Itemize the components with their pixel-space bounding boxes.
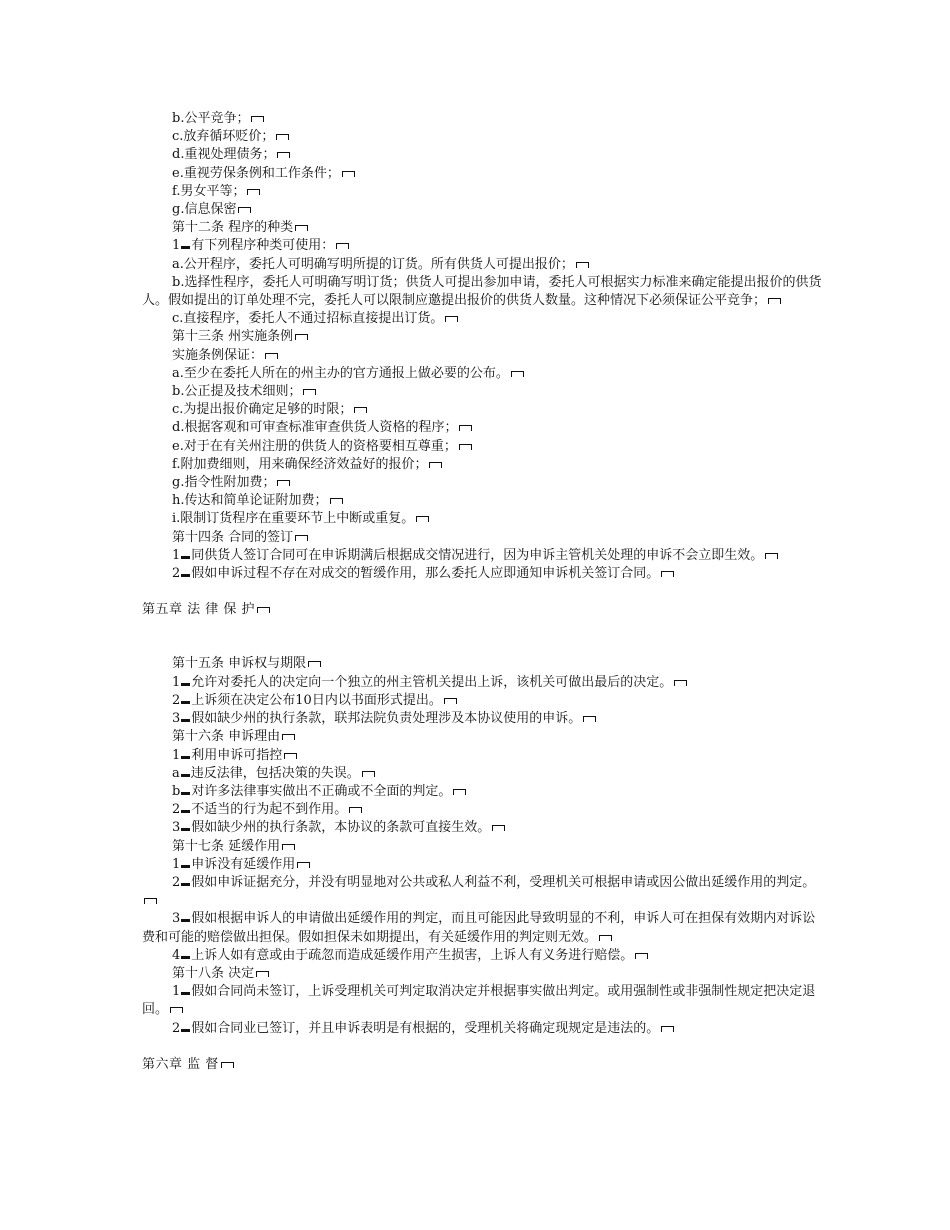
list-item: c.为提出报价确定足够的时限； bbox=[142, 401, 822, 419]
paragraph-mark-icon bbox=[238, 207, 251, 213]
paragraph-mark-icon bbox=[282, 844, 295, 850]
text-line: c.放弃循环贬价； bbox=[172, 129, 275, 145]
paragraph: 2 假如申诉证据充分，并没有明显地对公共或私人利益不利，受理机关可根据申请或因公做出延缓作用的判定。 bbox=[142, 874, 822, 910]
paragraph-mark-icon bbox=[221, 1062, 234, 1068]
paragraph-mark-icon bbox=[674, 680, 687, 686]
chapter-heading: 第六章 监 督 bbox=[142, 1056, 822, 1074]
paragraph-mark-icon bbox=[295, 225, 308, 231]
list-item bbox=[142, 128, 822, 146]
article-heading: 第十三条 州实施条例 bbox=[142, 328, 822, 346]
text-line: f.男女平等； bbox=[172, 183, 246, 199]
paragraph-mark-icon bbox=[635, 953, 648, 959]
list-item: 1 有下列程序种类可使用： bbox=[142, 237, 822, 255]
list-item: 1 允许对委托人的决定向一个独立的州主管机关提出上诉，该机关可做出最后的决定。 bbox=[142, 674, 822, 692]
list-item: b 对许多法律事实做出不正确或不全面的判定。 bbox=[142, 783, 822, 801]
numbering-mark-icon bbox=[181, 1029, 190, 1032]
paragraph-mark-icon bbox=[459, 425, 472, 431]
paragraph-mark-icon bbox=[444, 698, 457, 704]
paragraph-mark-icon bbox=[599, 935, 612, 941]
paragraph-mark-icon bbox=[768, 298, 781, 304]
list-item bbox=[142, 183, 822, 201]
paragraph-mark-icon bbox=[429, 462, 442, 468]
list-item: b.公正提及技术细则； bbox=[142, 383, 822, 401]
chapter-heading: 第五章 法 律 保 护 bbox=[142, 601, 822, 619]
list-item: h.传达和简单论证附加费； bbox=[142, 492, 822, 510]
article-heading: 第十四条 合同的签订 bbox=[142, 529, 822, 547]
paragraph-mark-icon bbox=[661, 1026, 674, 1032]
paragraph-mark-icon bbox=[284, 753, 297, 759]
list-item: a.公开程序，委托人可明确写明所提的订货。所有供货人可提出报价； bbox=[142, 256, 822, 274]
paragraph-mark-icon bbox=[277, 152, 290, 158]
list-item: e.对于在有关州注册的供货人的资格要相互尊重； bbox=[142, 438, 822, 456]
paragraph-mark-icon bbox=[297, 862, 310, 868]
paragraph: b.选择性程序，委托人可明确写明订货；供货人可提出参加申请，委托人可根据实力标准来确定能提出报价的供货人。假如提出的订单处理不完，委托人可以限制应邀提出报价的供货人数量。这种情况下必须保证公平竞争； bbox=[142, 274, 822, 309]
paragraph-mark-icon bbox=[453, 789, 466, 795]
article-heading bbox=[142, 219, 822, 237]
list-item bbox=[142, 146, 822, 164]
list-item: 2 假如合同业已签订，并且申诉表明是有根据的，受理机关将确定现规定是违法的。 bbox=[142, 1020, 822, 1038]
heading-text: 第十二条 程序的种类 bbox=[172, 220, 294, 236]
numbering-mark-icon bbox=[181, 719, 190, 722]
numbering-mark-icon bbox=[181, 883, 190, 886]
list-item bbox=[142, 201, 822, 219]
paragraph-mark-icon bbox=[282, 734, 295, 740]
paragraph: 1 同供货人签订合同可在申诉期满后根据成交情况进行，因为申诉主管机关处理的申诉不会立即生效。 bbox=[142, 547, 822, 565]
numbering-mark-icon bbox=[181, 556, 190, 559]
document-body bbox=[142, 110, 822, 1074]
list-item: d.根据客观和可审查标准审查供货人资格的程序； bbox=[142, 419, 822, 437]
article-heading: 第十六条 申诉理由 bbox=[142, 728, 822, 746]
numbering-mark-icon bbox=[181, 992, 190, 995]
paragraph-mark-icon bbox=[330, 498, 343, 504]
list-item: 2 不适当的行为起不到作用。 bbox=[142, 801, 822, 819]
numbering-mark-icon bbox=[181, 810, 190, 813]
paragraph-mark-icon bbox=[416, 516, 429, 522]
paragraph: 1 假如合同尚未签订，上诉受理机关可判定取消决定并根据事实做出判定。或用强制性或非强制性规定把决定退回。 bbox=[142, 984, 816, 1018]
paragraph-mark-icon bbox=[362, 771, 375, 777]
article-heading: 第十七条 延缓作用 bbox=[142, 838, 822, 856]
paragraph-mark-icon bbox=[308, 661, 321, 667]
numbering-mark-icon bbox=[181, 774, 190, 777]
text-line: g.信息保密 bbox=[172, 202, 237, 218]
list-item: 1 申诉没有延缓作用 bbox=[142, 856, 822, 874]
list-item: i.限制订货程序在重要环节上中断或重复。 bbox=[142, 510, 822, 528]
list-item: f.附加费细则，用来确保经济效益好的报价； bbox=[142, 456, 822, 474]
numbering-mark-icon bbox=[181, 246, 190, 249]
paragraph-mark-icon bbox=[349, 807, 362, 813]
numbering-mark-icon bbox=[181, 574, 190, 577]
paragraph-mark-icon bbox=[256, 971, 269, 977]
paragraph: 3 假如根据申诉人的申请做出延缓作用的判定，而且可能因此导致明显的不利，申诉人可在担保有效期内对诉讼费和可能的赔偿做出担保。假如担保未如期提出，有关延缓作用的判定则无效。 bbox=[142, 911, 816, 945]
numbering-mark-icon bbox=[181, 792, 190, 795]
paragraph-mark-icon bbox=[295, 334, 308, 340]
numbering-mark-icon bbox=[181, 701, 190, 704]
list-item: 3 假如缺少州的执行条款，本协议的条款可直接生效。 bbox=[142, 819, 822, 837]
list-item bbox=[142, 110, 822, 128]
paragraph-mark-icon bbox=[583, 716, 596, 722]
text-line: d.重视处理债务； bbox=[172, 147, 276, 163]
numbering-mark-icon bbox=[181, 828, 190, 831]
text-line: b.公平竞争； bbox=[172, 111, 250, 126]
numbering-mark-icon bbox=[181, 865, 190, 868]
paragraph-mark-icon bbox=[265, 353, 278, 359]
paragraph-mark-icon bbox=[144, 898, 157, 904]
numbering-mark-icon bbox=[181, 756, 190, 759]
list-item bbox=[142, 165, 822, 183]
list-item: a 违反法律，包括决策的失误。 bbox=[142, 765, 822, 783]
list-item: a.至少在委托人所在的州主办的官方通报上做必要的公布。 bbox=[142, 365, 822, 383]
paragraph-mark-icon bbox=[251, 116, 264, 122]
paragraph-mark-icon bbox=[276, 134, 289, 140]
article-heading: 第十五条 申诉权与期限 bbox=[142, 655, 822, 673]
paragraph-mark-icon bbox=[661, 571, 674, 577]
list-item: 1 利用申诉可指控 bbox=[142, 747, 822, 765]
paragraph-mark-icon bbox=[170, 1007, 183, 1013]
list-item: 4 上诉人如有意或由于疏忽而造成延缓作用产生损害，上诉人有义务进行赔偿。 bbox=[142, 947, 822, 965]
paragraph-mark-icon bbox=[445, 316, 458, 322]
list-item: g.指令性附加费； bbox=[142, 474, 822, 492]
list-item: 2 上诉须在决定公布10日内以书面形式提出。 bbox=[142, 692, 822, 710]
paragraph-mark-icon bbox=[354, 407, 367, 413]
paragraph-mark-icon bbox=[492, 825, 505, 831]
text-line: e.重视劳保条例和工作条件； bbox=[172, 165, 340, 181]
numbering-mark-icon bbox=[181, 956, 190, 959]
list-item: 实施条例保证： bbox=[142, 347, 822, 365]
paragraph-mark-icon bbox=[303, 389, 316, 395]
paragraph-mark-icon bbox=[336, 243, 349, 249]
paragraph-mark-icon bbox=[342, 171, 355, 177]
list-item: 3 假如缺少州的执行条款，联邦法院负责处理涉及本协议使用的申诉。 bbox=[142, 710, 822, 728]
numbering-mark-icon bbox=[181, 683, 190, 686]
article-heading: 第十八条 决定 bbox=[142, 965, 822, 983]
paragraph-mark-icon bbox=[247, 189, 260, 195]
paragraph-mark-icon bbox=[459, 444, 472, 450]
list-item: c.直接程序，委托人不通过招标直接提出订货。 bbox=[142, 310, 822, 328]
paragraph-mark-icon bbox=[257, 607, 270, 613]
paragraph-mark-icon bbox=[576, 262, 589, 268]
paragraph: 2 假如申诉过程不存在对成交的暂缓作用，那么委托人应即通知申诉机关签订合同。 bbox=[142, 565, 822, 583]
paragraph-mark-icon bbox=[277, 480, 290, 486]
paragraph-mark-icon bbox=[765, 553, 778, 559]
numbering-mark-icon bbox=[181, 919, 190, 922]
paragraph-mark-icon bbox=[295, 535, 308, 541]
paragraph-mark-icon bbox=[511, 371, 524, 377]
